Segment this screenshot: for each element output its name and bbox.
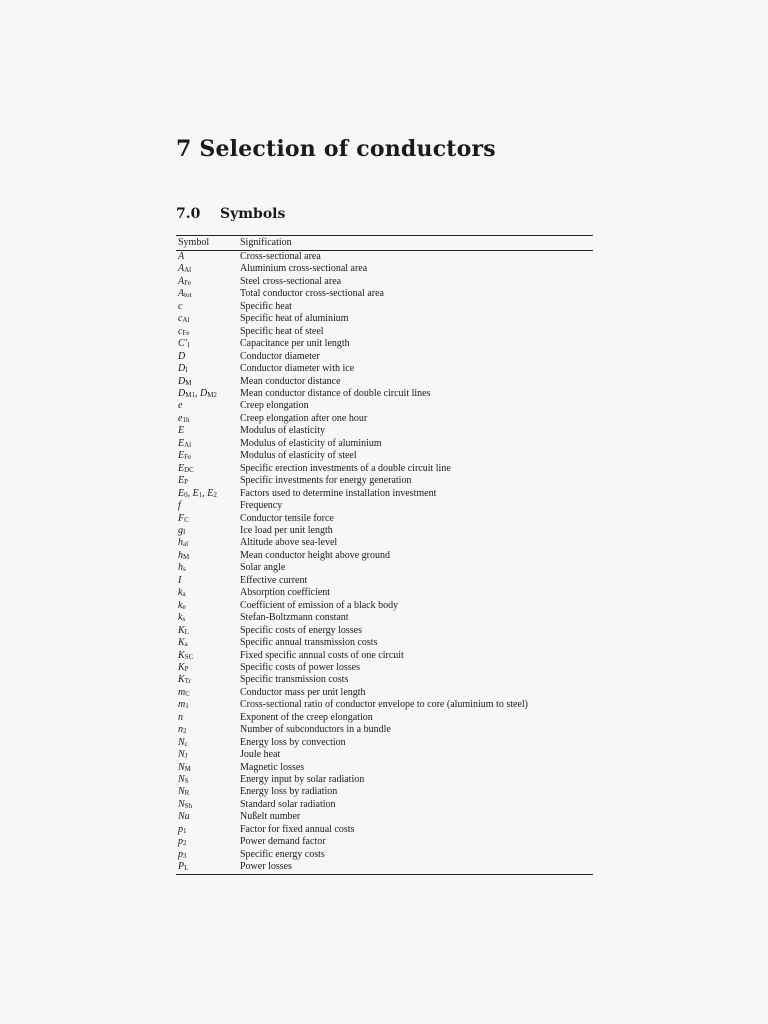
symbol-base: K [178,637,185,649]
symbol-cell [176,288,240,300]
signification-cell: Power demand factor [240,836,326,848]
symbol-base: N [178,774,185,786]
symbol-subscript: I [183,527,186,536]
symbol-base: , E [187,487,199,499]
symbol-base: E [178,437,185,449]
symbol-cell [176,326,240,338]
table-row [176,786,593,798]
symbol-base: E [178,487,185,499]
symbol-base: n [178,724,183,736]
symbol-subscript: s [183,565,186,574]
symbol-subscript: M2 [207,390,217,399]
table-row [176,313,593,325]
symbol-cell [176,811,240,823]
symbol-cell [176,376,240,388]
symbol-subscript: M1 [185,390,195,399]
symbol-base: p [178,836,183,848]
signification-cell: Conductor mass per unit length [240,686,366,698]
symbol-subscript: 3 [183,851,187,860]
signification-cell: Aluminium cross-sectional area [240,263,368,275]
symbol-base: F [178,512,185,524]
signification-cell: Joule heat [240,749,281,761]
symbol-subscript: Sh [184,801,193,810]
signification-cell: Mean conductor distance [240,375,341,387]
table-row [176,650,593,662]
symbol-base: A [178,275,185,287]
signification-cell: Specific erection investments of a double circuit line [240,462,451,474]
symbol-base: E [178,450,185,462]
symbol-cell [176,276,240,288]
symbol-cell [176,625,240,637]
symbol-cell [176,537,240,549]
table-row [176,376,593,388]
symbol-cell [176,438,240,450]
symbol-base: N [178,761,185,773]
table-row [176,301,593,313]
symbol-subscript: 1h [182,415,190,424]
symbol-base: D [178,363,186,375]
symbol-cell [176,400,240,412]
signification-cell: Modulus of elasticity of aluminium [240,437,382,449]
symbol-cell [176,662,240,674]
signification-column-header: Signification [240,236,593,251]
table-row [176,363,593,375]
symbol-base: A [178,251,185,262]
symbol-base: N [178,749,185,761]
symbol-base: g [178,524,183,536]
symbol-base: e [178,412,183,424]
symbol-base: E [178,475,185,487]
symbol-cell [176,824,240,836]
symbol-cell [176,849,240,861]
table-row [176,811,593,823]
table-row [176,525,593,537]
symbol-subscript: P [184,664,189,673]
symbol-cell [176,612,240,624]
symbol-base: I [178,574,182,586]
symbol-subscript: tot [184,291,192,300]
symbol-subscript: c [184,739,188,748]
symbol-cell [176,575,240,587]
symbol-cell [176,724,240,736]
symbol-cell [176,313,240,325]
symbol-base: N [178,736,185,748]
signification-cell: Energy input by solar radiation [240,774,365,786]
table-row [176,774,593,786]
signification-cell: Exponent of the creep elongation [240,711,373,723]
symbol-subscript: C [185,689,190,698]
symbol-cell [176,388,240,400]
table-row [176,400,593,412]
symbol-subscript: L [184,627,189,636]
symbol-base: N [178,798,185,810]
table-row [176,799,593,811]
symbol-cell [176,687,240,699]
symbol-base: Nu [178,811,190,823]
signification-cell: Conductor diameter [240,350,320,362]
symbol-subscript: s [182,615,186,624]
symbol-base: D [178,387,186,399]
signification-cell: Effective current [240,574,308,586]
symbol-cell [176,786,240,798]
symbol-subscript: Tr [184,677,192,686]
signification-cell: Standard solar radiation [240,798,336,810]
symbol-base: E [178,462,185,474]
table-row [176,550,593,562]
table-row [176,413,593,425]
symbol-cell [176,363,240,375]
symbol-cell [176,762,240,774]
symbol-cell [176,600,240,612]
symbol-base: p [178,823,183,835]
symbol-base: P [178,861,185,873]
table-row [176,388,593,400]
signification-cell: Specific heat of steel [240,325,324,337]
section-name: Symbols [220,206,286,222]
symbol-base: c [178,313,183,325]
symbol-subscript: M [185,378,192,387]
table-row [176,438,593,450]
table-row [176,600,593,612]
symbol-base: K [178,649,185,661]
chapter-title: 7 Selection of conductors [176,136,496,162]
symbol-cell [176,650,240,662]
symbol-base: k [178,599,183,611]
signification-cell: Specific investments for energy generation [240,475,412,487]
signification-cell: Stefan-Boltzmann constant [240,612,349,624]
table-row [176,463,593,475]
signification-cell: Power losses [240,861,593,874]
symbol-cell [176,712,240,724]
symbol-cell [176,351,240,363]
symbols-table [176,235,593,875]
table-row [176,475,593,487]
symbol-subscript: 2 [183,839,187,848]
signification-cell: Number of subconductors in a bundle [240,724,391,736]
symbol-subscript: Al [184,440,192,449]
signification-cell: Specific costs of power losses [240,661,360,673]
symbol-base: k [178,612,183,624]
table-row [176,662,593,674]
symbol-subscript: a [184,640,188,649]
symbol-subscript: Fe [184,278,192,287]
table-row [176,537,593,549]
symbol-cell [176,674,240,686]
symbol-base: , D [194,387,208,399]
symbol-cell [176,488,240,500]
table-row [176,699,593,711]
table-row [176,861,593,874]
table-row [176,276,593,288]
table-row [176,500,593,512]
signification-cell: Creep elongation after one hour [240,412,368,424]
signification-cell: Factors used to determine installation investment [240,487,437,499]
symbol-subscript: M [183,552,190,561]
table-row [176,849,593,861]
symbol-subscript: 1 [198,490,203,499]
symbol-base: e [178,400,183,412]
symbol-subscript: 2 [213,490,217,499]
signification-cell: Specific heat [240,300,292,312]
symbol-subscript: Al [184,266,192,275]
symbol-subscript: 1 [183,826,187,835]
signification-cell: Conductor tensile force [240,512,334,524]
symbol-subscript: 1 [185,702,189,711]
symbol-base: K [178,624,185,636]
symbol-subscript: C [184,515,189,524]
symbol-cell [176,525,240,537]
signification-cell: Cross-sectional ratio of conductor envelope to core (aluminium to steel) [240,699,528,711]
symbol-subscript: 2 [183,727,187,736]
symbol-cell [176,338,240,350]
symbol-base: f [178,500,181,512]
table-row [176,488,593,500]
symbol-base: h [178,562,183,574]
symbol-subscript: DC [184,465,194,474]
symbol-subscript: Fe [182,328,190,337]
symbol-base: p [178,848,183,860]
symbol-base: A [178,288,185,300]
symbol-subscript: I [185,366,188,375]
table-row [176,737,593,749]
symbol-base: K [178,674,185,686]
symbol-base: h [178,537,183,549]
signification-cell: Modulus of elasticity of steel [240,450,357,462]
table-row [176,587,593,599]
symbol-column-header: Symbol [176,236,240,251]
symbol-cell [176,450,240,462]
table-row [176,263,593,275]
signification-cell: Mean conductor distance of double circuit lines [240,387,431,399]
symbol-base: D [178,350,186,362]
table-row [176,674,593,686]
symbol-cell [176,749,240,761]
table-row [176,450,593,462]
signification-cell: Steel cross-sectional area [240,275,342,287]
signification-cell: Ice load per unit length [240,524,333,536]
table-row [176,824,593,836]
table-header-row [176,236,593,251]
symbol-subscript: SC [184,652,194,661]
symbol-subscript: 0 [184,490,188,499]
symbol-cell [176,836,240,848]
signification-cell: Energy loss by radiation [240,786,338,798]
symbol-cell [176,774,240,786]
signification-cell: Absorption coefficient [240,587,331,599]
symbol-subscript: L [184,864,189,873]
symbol-cell [176,413,240,425]
signification-cell: Fixed specific annual costs of one circuit [240,649,404,661]
signification-cell: Specific heat of aluminium [240,313,349,325]
table-row [176,288,593,300]
symbol-base: m [178,686,186,698]
symbol-cell [176,737,240,749]
symbol-cell [176,513,240,525]
symbol-cell [176,799,240,811]
symbol-cell [176,425,240,437]
symbol-subscript: Al [182,316,190,325]
table-row [176,749,593,761]
table-row [176,326,593,338]
signification-cell: Magnetic losses [240,761,305,773]
symbol-cell [176,550,240,562]
symbol-base: E [178,425,185,437]
symbol-base: m [178,699,186,711]
symbol-subscript: R [184,789,190,798]
symbol-base: N [178,786,185,798]
symbol-subscript: P [184,478,189,487]
signification-cell: Frequency [240,500,283,512]
symbol-cell [176,562,240,574]
signification-cell: Altitude above sea-level [240,537,338,549]
symbol-base: K [178,661,185,673]
table-row [176,762,593,774]
table-row [176,425,593,437]
symbol-cell [176,475,240,487]
symbol-subscript: e [182,602,186,611]
symbol-subscript: S [184,777,189,786]
table-row [176,513,593,525]
table-row [176,625,593,637]
signification-cell: Solar angle [240,562,286,574]
symbol-base: D [178,375,186,387]
signification-cell: Energy loss by convection [240,736,346,748]
table-row [176,712,593,724]
section-title [176,206,285,222]
table-row [176,562,593,574]
signification-cell: Nußelt number [240,811,301,823]
symbol-cell [176,699,240,711]
signification-cell: Capacitance per unit length [240,338,350,350]
symbol-base: , E [202,487,214,499]
table-row [176,251,593,264]
signification-cell: Modulus of elasticity [240,425,325,437]
symbol-base: A [178,263,185,275]
symbol-base: c [178,325,183,337]
symbol-base: h [178,549,183,561]
symbol-subscript: J [184,752,188,761]
signification-cell: Mean conductor height above ground [240,549,390,561]
symbol-base: n [178,711,183,723]
section-number: 7.0 [176,206,201,222]
table-row [176,338,593,350]
symbol-cell [176,637,240,649]
symbol-subscript: Fe [184,453,192,462]
signification-cell: Total conductor cross-sectional area [240,288,384,300]
signification-cell: Specific transmission costs [240,674,349,686]
symbol-cell [176,587,240,599]
symbol-cell [176,301,240,313]
symbol-base: c [178,300,183,312]
symbol-base: k [178,587,183,599]
signification-cell: Specific annual transmission costs [240,637,378,649]
signification-cell: Factor for fixed annual costs [240,823,355,835]
signification-cell: Creep elongation [240,400,309,412]
symbol-cell [176,263,240,275]
signification-cell: Coefficient of emission of a black body [240,599,399,611]
symbol-subscript: M [184,764,191,773]
symbol-cell [176,861,240,874]
table-row [176,724,593,736]
table-row [176,612,593,624]
symbols-table-body [176,251,593,875]
symbol-cell [176,463,240,475]
symbol-subscript: 1 [186,341,191,350]
signification-cell: Cross-sectional area [240,251,321,262]
table-row [176,687,593,699]
symbol-cell [176,251,240,264]
table-row [176,351,593,363]
table-row [176,637,593,649]
symbol-base: C′ [178,338,187,350]
symbol-cell [176,500,240,512]
signification-cell: Conductor diameter with ice [240,363,355,375]
symbol-subscript: a [182,590,186,599]
table-row [176,575,593,587]
symbol-subscript: al [183,540,189,549]
table-row [176,836,593,848]
signification-cell: Specific energy costs [240,848,325,860]
signification-cell: Specific costs of energy losses [240,624,363,636]
